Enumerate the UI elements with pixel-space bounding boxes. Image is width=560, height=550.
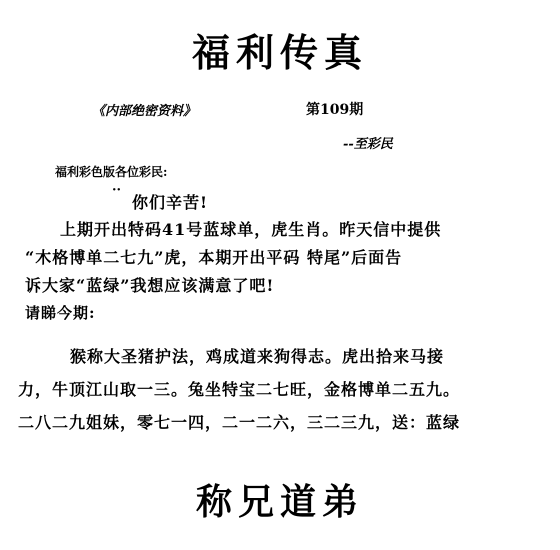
signer-line: --至彩民 — [343, 137, 393, 152]
verse-line: 二八二九姐妹，零七一四，二一二六，三二三九，送：蓝绿 — [18, 413, 461, 432]
greeting: 你们辛苦! — [132, 193, 209, 212]
footer-title: 称兄道弟 — [195, 481, 364, 523]
verse-line: 猴称大圣猪护法，鸡成道来狗得志。虎出拾来马接 — [70, 347, 445, 366]
paragraph-line: 上期开出特码41号蓝球单，虎生肖。昨天信中提供 — [60, 220, 442, 239]
document-title: 福利传真 — [191, 30, 368, 75]
salutation: 福利彩色版各位彩民: — [55, 165, 168, 179]
document-subtitle: 《内部绝密资料》 — [92, 104, 197, 119]
decorative-dots: ·· — [112, 183, 122, 198]
issue-number: 第109期 — [306, 102, 364, 118]
verse-line: 力，牛顶江山取一三。兔坐特宝二七旺，金格博单二五九。 — [18, 380, 461, 399]
note-line: 请睇今期: — [25, 304, 96, 322]
paragraph-line: 诉大家“蓝绿”我想应该满意了吧! — [25, 276, 275, 295]
paragraph-line: “木格博单二七九”虎，本期开出平码 特尾”后面告 — [25, 248, 403, 267]
